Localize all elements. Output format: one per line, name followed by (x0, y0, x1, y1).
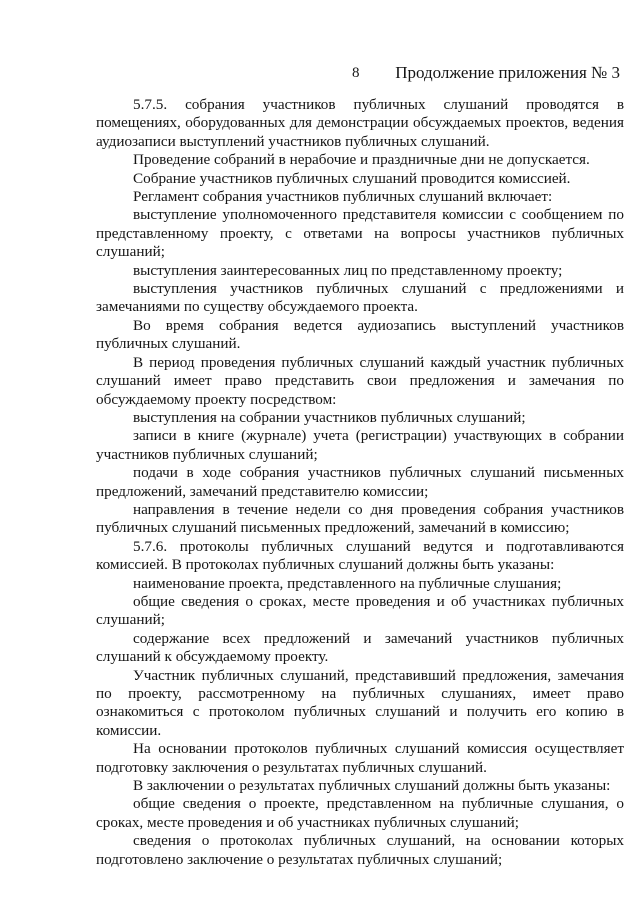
paragraph: Регламент собрания участников публичных слушаний включает: (133, 188, 553, 206)
paragraph: Во время собрания ведется аудиозапись выступлений участников публичных слушаний. (96, 316, 624, 353)
paragraph: содержание всех предложений и замечаний участников публичных слушаний к обсуждаемому проекту. (96, 629, 624, 666)
paragraph: наименование проекта, представленного на публичные слушания; (133, 574, 562, 592)
paragraph: 5.7.5. собрания участников публичных слушаний проводятся в помещениях, оборудованных для демонстрации обсуждаемых проектов, ведения аудиозаписи выступлений участников публичных слушаний. (96, 96, 624, 150)
paragraph: выступление уполномоченного представителя комиссии с сообщением по представленному проекту, с ответами на вопросы участников публичных слушаний; (96, 206, 624, 261)
paragraph: В период проведения публичных слушаний каждый участник публичных слушаний имеет право представить свои предложения и замечания по обсуждаемому проекту посредством: (96, 353, 624, 408)
document-body (96, 96, 624, 869)
paragraph: общие сведения о сроках, месте проведения и об участниках публичных слушаний; (96, 592, 624, 629)
paragraph: 5.7.6. протоколы публичных слушаний ведутся и подготавливаются комиссией. В протоколах публичных слушаний должны быть указаны: (96, 537, 624, 574)
paragraph: Участник публичных слушаний, представивший предложения, замечания по проекту, рассмотренному на публичных слушаниях, имеет право ознакомиться с протоколом публичных слушаний и получить его копию в комиссии. (96, 666, 624, 739)
paragraph: записи в книге (журнале) учета (регистрации) участвующих в собрании участников публичных слушаний; (96, 427, 624, 463)
paragraph: направления в течение недели со дня проведения собрания участников публичных слушаний письменных предложений, замечаний в комиссию; (96, 500, 624, 537)
paragraph: выступления заинтересованных лиц по представленному проекту; (133, 261, 563, 279)
page-number: 8 (352, 65, 360, 81)
paragraph: На основании протоколов публичных слушаний комиссия осуществляет подготовку заключения о результатах публичных слушаний. (96, 740, 624, 776)
paragraph: подачи в ходе собрания участников публичных слушаний письменных предложений, замечаний представителю комиссии; (96, 464, 624, 500)
paragraph: В заключении о результатах публичных слушаний должны быть указаны: (133, 777, 611, 795)
paragraph: сведения о протоколах публичных слушаний, на основании которых подготовлено заключение о результатах публичных слушаний; (96, 832, 624, 868)
paragraph: Проведение собраний в нерабочие и праздничные дни не допускается. (133, 151, 590, 169)
paragraph: общие сведения о проекте, представленном на публичные слушания, о сроках, месте проведения и об участниках публичных слушаний; (96, 795, 624, 831)
paragraph: выступления на собрании участников публичных слушаний; (133, 408, 526, 426)
appendix-continuation-header: Продолжение приложения № 3 (395, 63, 620, 82)
paragraph: выступления участников публичных слушаний с предложениями и замечаниями по существу обсуждаемого проекта. (96, 280, 624, 316)
paragraph: Собрание участников публичных слушаний проводится комиссией. (133, 169, 571, 187)
